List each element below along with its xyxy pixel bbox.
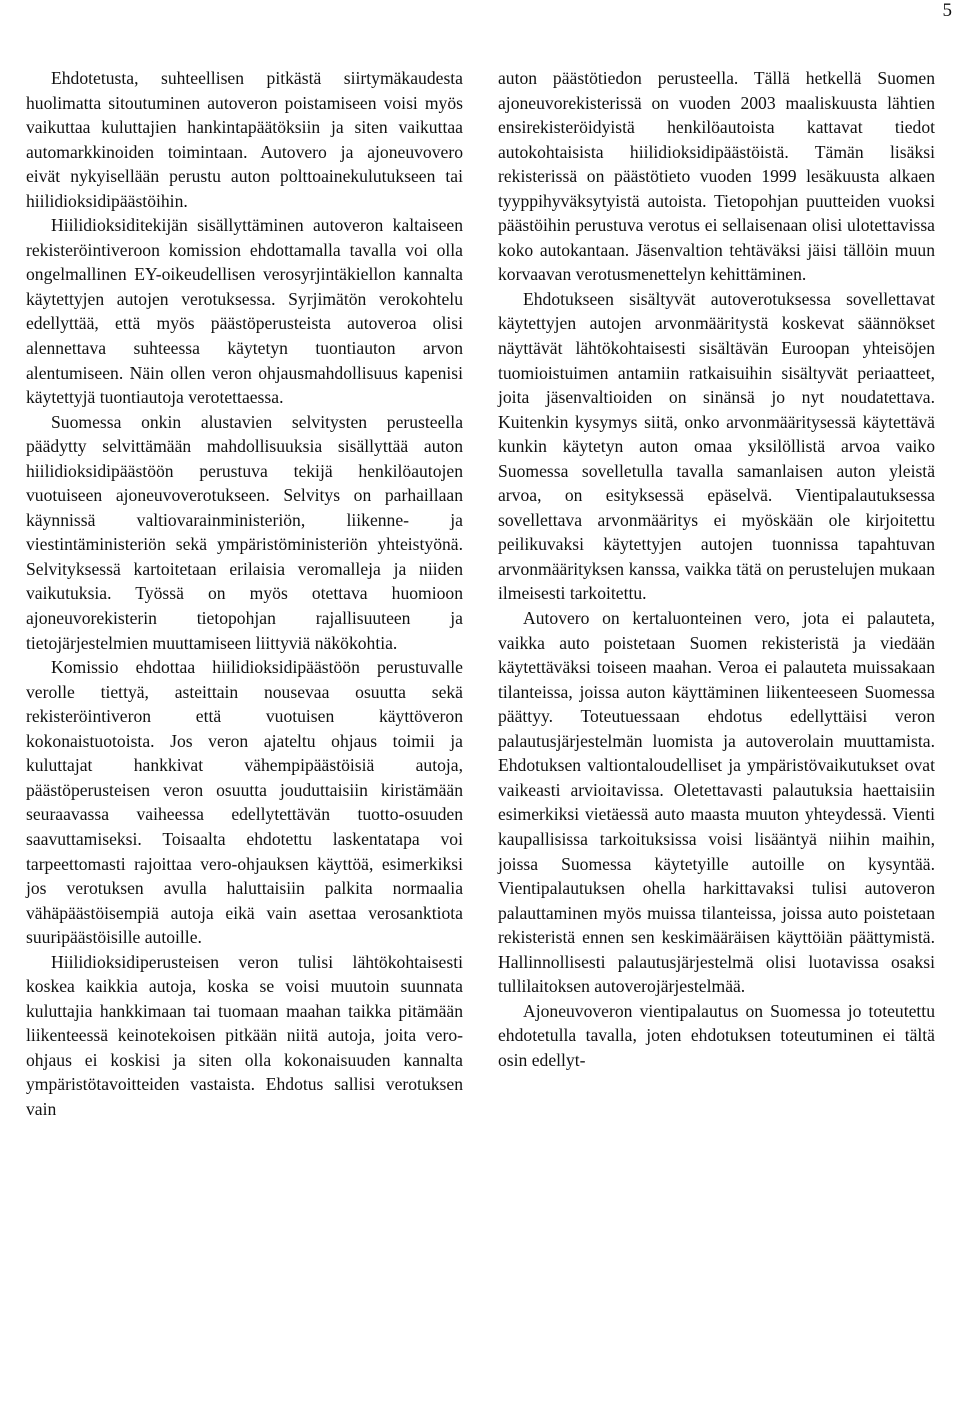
paragraph-continued: auton päästötiedon perusteella. Tällä hetkellä Suomen ajoneuvorekisterissä on vuoden 2003 maaliskuusta lähtien ensirekisteröidyistä henkilöautoista kattavat tiedot autokohtaisista hiilidioksidipäästöistä. Tämän lisäksi rekisterissä on päästötieto vuoden 1999 lesäkuusta alkaen tyyppihyväksytyistä autoista. Tietopohjan puutteiden vuoksi päästöihin perustuva verotus ei sellaisenaan olisi ulotettavissa koko autokantaan. Jäsenvaltion tehtäväksi jäisi tällöin muun korvaavan verotusmenettelyn kehittäminen.: [498, 68, 935, 285]
paragraph: Hiilidioksiditekijän sisällyttäminen autoveron kaltaiseen rekisteröintiveroon komission ehdottamalla tavalla voi olla ongelmallinen EY-oikeudellisen verosyrjintäkiellon kannalta käytettyjen autojen verotuksessa. Syrjimätön verokohtelu edellyttää, että myös päästöperusteista autoveroa olisi alennettava suhteessa käytetyn tuontiauton arvon alentumiseen. Näin ollen veron ohjausmahdollisuus kapenisi käytettyjä tuontiautoja verotettaessa.: [26, 215, 463, 408]
right-column: [498, 66, 935, 1072]
left-column: [26, 66, 463, 1122]
paragraph: Autovero on kertaluonteinen vero, jota ei palauteta, vaikka auto poistetaan Suomen rekisteristä ja viedään käytettäväksi toiseen maahan. Veroa ei palauteta muissakaan tilanteissa, joissa auton käyttäminen liikenteeseen Suomessa päättyy. Toteutuessaan ehdotus edellyttäisi veron palautusjärjestelmän luomista ja autoverolain muuttamista. Ehdotuksen valtiontaloudelliset ja ympäristövaikutukset ovat vaikeasti arvioitavissa. Oletettavasti palautuksia haettaisiin esimerkiksi vietäessä auto maasta muuton yhteydessä. Vienti kaupallisissa tarkoituksissa voisi lisääntyä niihin maihin, joissa Suomessa käytetyille autoille on kysyntää. Vientipalautuksen ohella harkittavaksi tulisi autoveron palauttaminen myös muissa tilanteissa, joissa auto poistetaan rekisteristä ennen sen keskimääräisen käyttöiän päättymistä. Hallinnollisesti palautusjärjestelmä olisi luotavissa osaksi tullilaitoksen autoverojärjestelmää.: [498, 608, 935, 997]
paragraph: Komissio ehdottaa hiilidioksidipäästöön perustuvalle verolle tiettyä, asteittain nousevaa osuutta sekä rekisteröintiveron että vuotuisen käyttöveron kokonaistuotoista. Jos veron ajateltu ohjaus toimii ja kuluttajat hankkivat vähempipäästöisiä autoja, päästöperusteisen veron osuutta jouduttaisiin kiristämään seuraavassa vaiheessa edellytettävän tuotto-osuuden saavuttamiseksi. Toisaalta ehdotettu laskentatapa voi tarpeettomasti rajoittaa vero-ohjauksen käyttöä, esimerkiksi jos verotuksen avulla haluttaisiin palkita normaalia vähäpäästöisempiä autoja eikä vain asettaa verosanktiota suuripäästöisille autoille.: [26, 657, 463, 948]
page-number: 5: [942, 0, 952, 21]
paragraph: Hiilidioksidiperusteisen veron tulisi lähtökohtaisesti koskea kaikkia autoja, koska se voisi muutoin suunnata kuluttajia hankkimaan tai tuomaan maahan taikka pitämään liikenteessä keinotekoisen pitkään niitä autoja, joita vero-ohjaus ei koskisi ja siten olla kokonaisuuden kannalta ympäristötavoitteiden vastaista. Ehdotus sallisi verotuksen vain: [26, 951, 463, 1119]
paragraph: Ehdotetusta, suhteellisen pitkästä siirtymäkaudesta huolimatta sitoutuminen autoveron poistamiseen voisi myös vaikuttaa kuluttajien hankintapäätöksiin ja siten vaikuttaa automarkkinoiden toimintaan. Autovero ja ajoneuvovero eivät nykyisellään perustu auton polttoainekulutukseen tai hiilidioksidipäästöihin.: [26, 68, 463, 211]
paragraph: Suomessa onkin alustavien selvitysten perusteella päädytty selvittämään mahdollisuuksia sisällyttää auton hiilidioksidipäästöön perustuva tekijä henkilöautojen vuotuiseen ajoneuvoverotukseen. Selvitys on parhaillaan käynnissä valtiovarainministeriön, liikenne- ja viestintäministeriön sekä ympäristöministeriön yhteistyönä. Selvityksessä kartoitetaan erilaisia veromalleja ja niiden vaikutuksia. Työssä on myös otettava huomioon ajoneuvorekisterin tietopohjan rajallisuuteen ja tietojärjestelmien muuttamiseen liittyviä näkökohtia.: [26, 411, 463, 653]
paragraph: Ehdotukseen sisältyvät autoverotuksessa sovellettavat käytettyjen autojen arvonmääritystä koskevat säännökset näyttävät lähtökohtaisesti sisältävän Euroopan yhteisöjen tuomioistuimen antamiin ratkaisuihin sisältyvät periaatteet, joita jäsenvaltioiden on sinänsä jo nyt noudatettava. Kuitenkin kysymys siitä, onko arvonmääritysessä käytettävä kunkin käytetyn auton omaa yksilöllistä arvoa vaiko Suomessa sovelletulla tavalla samanlaisen auton yleistä arvoa, on esityksessä epäselvä. Vientipalautuksessa sovellettava arvonmääritys ei myöskään ole kirjoitettu peilikuvaksi käytettyjen autojen tuonnissa tapahtuvan arvonmäärityksen kanssa, vaikka tätä on perustelujen mukaan ilmeisesti tarkoitettu.: [498, 288, 935, 604]
paragraph: Ajoneuvoveron vientipalautus on Suomessa jo toteutettu ehdotetulla tavalla, joten ehdotuksen toteutuminen ei tältä osin edellyt-: [498, 1000, 935, 1070]
